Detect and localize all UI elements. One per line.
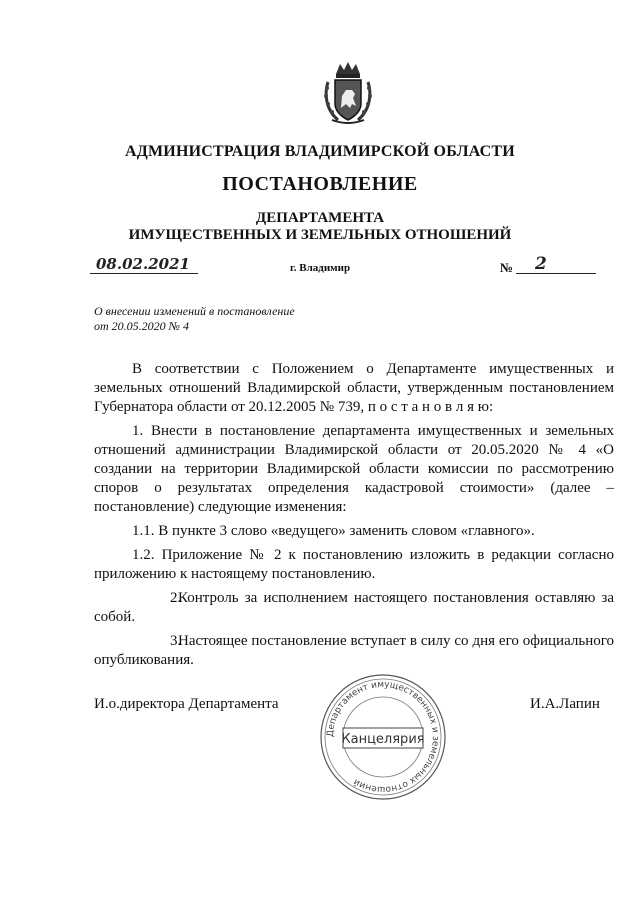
department-line-2: ИМУЩЕСТВЕННЫХ И ЗЕМЕЛЬНЫХ ОТНОШЕНИЙ bbox=[128, 227, 512, 243]
coat-of-arms-emblem bbox=[322, 60, 374, 126]
paragraph-item-1: 1. Внести в постановление департамента имущественных и земельных отношений администрации Владимирской области от 20.05.2020 № 4 «О создании на территории Владимирской области комиссии по рассмотрению споров о результатах определения кадастровой стоимости» (далее – постановление) следующие изменения: bbox=[94, 423, 614, 515]
stamp-outer-text: Департамент имущественных и земельных отношений bbox=[325, 679, 441, 795]
document-type-title: ПОСТАНОВЛЕНИЕ bbox=[222, 173, 418, 195]
office-stamp bbox=[318, 672, 448, 802]
document-date: 08.02.2021 bbox=[96, 255, 190, 273]
paragraph-item-3 bbox=[94, 632, 614, 670]
city-label: г. Владимир bbox=[290, 262, 351, 274]
item-3-number: 3. bbox=[170, 633, 182, 649]
paragraph-item-1-2: 1.2. Приложение № 2 к постановлению изложить в редакции согласно приложению к настоящему постановлению. bbox=[94, 547, 614, 582]
department-line-1: ДЕПАРТАМЕНТА bbox=[255, 210, 385, 226]
item-3-text: Настоящее постановление вступает в силу со дня его официального опубликования. bbox=[94, 633, 614, 668]
organization-title: АДМИНИСТРАЦИЯ ВЛАДИМИРСКОЙ ОБЛАСТИ bbox=[125, 143, 515, 160]
date-underline bbox=[90, 273, 198, 274]
item-2-number: 2. bbox=[170, 590, 182, 606]
number-label: № bbox=[500, 260, 514, 275]
document-body bbox=[94, 360, 614, 675]
signatory-position: И.о.директора Департамента bbox=[94, 696, 279, 712]
subject-line-2: от 20.05.2020 № 4 bbox=[94, 319, 189, 333]
document-number: 2 bbox=[535, 254, 547, 274]
item-2-text: Контроль за исполнением настоящего постановления оставляю за собой. bbox=[94, 590, 614, 625]
paragraph-intro: В соответствии с Положением о Департаменте имущественных и земельных отношений Владимирской области, утвержденным постановлением Губернатора области от 20.12.2005 № 739, п о с т а н о в л я ю: bbox=[94, 361, 614, 415]
number-underline bbox=[516, 273, 596, 274]
subject-line-1: О внесении изменений в постановление bbox=[94, 304, 295, 318]
stamp-center-text: Канцелярия bbox=[341, 732, 425, 747]
paragraph-item-1-1: 1.1. В пункте 3 слово «ведущего» заменить словом «главного». bbox=[132, 523, 535, 539]
subject-block bbox=[94, 304, 394, 334]
signatory-name: И.А.Лапин bbox=[530, 696, 600, 712]
paragraph-item-2 bbox=[94, 589, 614, 627]
